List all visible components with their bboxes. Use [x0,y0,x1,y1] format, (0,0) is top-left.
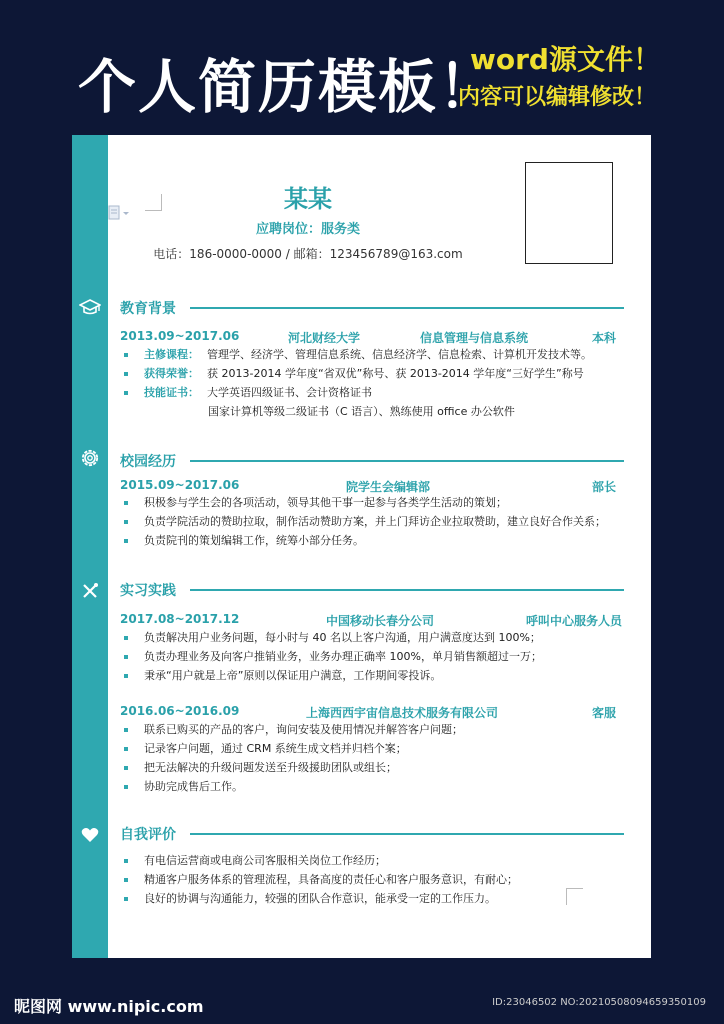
entry-date: 2015.09~2017.06 [120,478,240,492]
entry-school: 河北财经大学 [288,331,361,345]
education-details [120,345,630,421]
internship-entry-header [120,612,624,628]
applicant-name: 某某 [284,185,332,213]
self-evaluation-details [120,851,630,908]
entry-company: 上海西西宇宙信息技术服务有限公司 [306,706,499,720]
entry-date: 2017.08~2017.12 [120,612,240,626]
item-label: 主修课程： [144,348,199,361]
tools-icon [78,579,102,603]
list-item [120,345,630,364]
education-entry-header [120,329,624,345]
internship-entry-header [120,704,624,720]
list-item: 积极参与学生会的各项活动，领导其他干事一起参与各类学生活动的策划； [120,493,630,512]
list-item: 联系已购买的产品的客户，询问安装及使用情况并解答客户问题； [120,720,630,739]
entry-organization: 院学生会编辑部 [346,480,431,494]
item-label: 获得荣誉： [144,367,199,380]
section-divider [190,833,624,835]
list-item: 记录客户问题，通过 CRM 系统生成文档并归档个案； [120,739,630,758]
list-item: 负责办理业务及向客户推销业务，业务办理正确率 100%，单月销售额超过一万； [120,647,630,666]
resume-page [72,135,651,958]
watermark-id: ID:23046502 NO:20210508094659350109 [492,997,706,1008]
item-text: 获 2013-2014 学年度“省双优”称号、获 2013-2014 学年度“三好学生”称号 [207,367,584,380]
section-divider [190,589,624,591]
item-text: 国家计算机等级二级证书（C 语言）、熟练使用 office 办公软件 [208,405,515,418]
heart-icon [78,823,102,847]
item-text: 管理学、经济学、管理信息系统、信息经济学、信息检索、计算机开发技术等。 [207,348,592,361]
graduation-cap-icon [78,295,102,319]
internship-details [120,628,630,685]
list-item: 良好的协调与沟通能力，较强的团队合作意识，能承受一定的工作压力。 [120,889,630,908]
list-item: 精通客户服务体系的管理流程，具备高度的责任心和客户服务意识，有耐心； [120,870,630,889]
section-title-campus: 校园经历 [120,454,176,470]
watermark-logo: 昵图网 www.nipic.com [14,997,204,1016]
entry-role: 客服 [592,706,617,720]
entry-major: 信息管理与信息系统 [420,331,529,345]
banner-subtitle-word: word源文件！ [470,43,661,76]
applied-position: 应聘岗位：服务类 [255,222,360,237]
entry-role: 部长 [592,480,617,494]
entry-company: 中国移动长春分公司 [326,614,435,628]
list-item: 把无法解决的升级问题发送至升级援助团队或组长； [120,758,630,777]
sidebar-stripe [72,135,108,958]
photo-placeholder [525,162,613,264]
section-title-internship: 实习实践 [120,583,176,599]
item-text: 大学英语四级证书、会计资格证书 [207,386,372,399]
list-item: 负责院刊的策划编辑工作，统筹小部分任务。 [120,531,630,550]
gear-icon [78,446,102,470]
banner-title: 个人简历模板！ [78,53,499,121]
internship-details [120,720,630,796]
campus-details [120,493,630,550]
section-title-education: 教育背景 [120,301,176,317]
entry-date: 2013.09~2017.06 [120,329,240,343]
entry-degree: 本科 [592,331,617,345]
list-item: 负责学院活动的赞助拉取，制作活动赞助方案，并上门拜访企业拉取赞助，建立良好合作关系； [120,512,630,531]
list-item: 负责解决用户业务问题，每小时与 40 名以上客户沟通，用户满意度达到 100%； [120,628,630,647]
list-item [120,402,630,421]
campus-entry-header [120,478,624,494]
list-item [120,364,630,383]
list-item [120,383,630,402]
section-title-self-evaluation: 自我评价 [120,827,176,843]
section-divider [190,460,624,462]
item-label: 技能证书： [144,386,199,399]
banner-subtitle-editable: 内容可以编辑修改！ [458,85,657,110]
list-item: 秉承“用户就是上帝”原则以保证用户满意，工作期间零投诉。 [120,666,630,685]
list-item: 协助完成售后工作。 [120,777,630,796]
entry-role: 呼叫中心服务人员 [526,614,623,628]
list-item: 有电信运营商或电商公司客服相关岗位工作经历； [120,851,630,870]
contact-info: 电话：186-0000-0000 / 邮箱：123456789@163.com [153,247,463,261]
entry-date: 2016.06~2016.09 [120,704,240,718]
section-divider [190,307,624,309]
